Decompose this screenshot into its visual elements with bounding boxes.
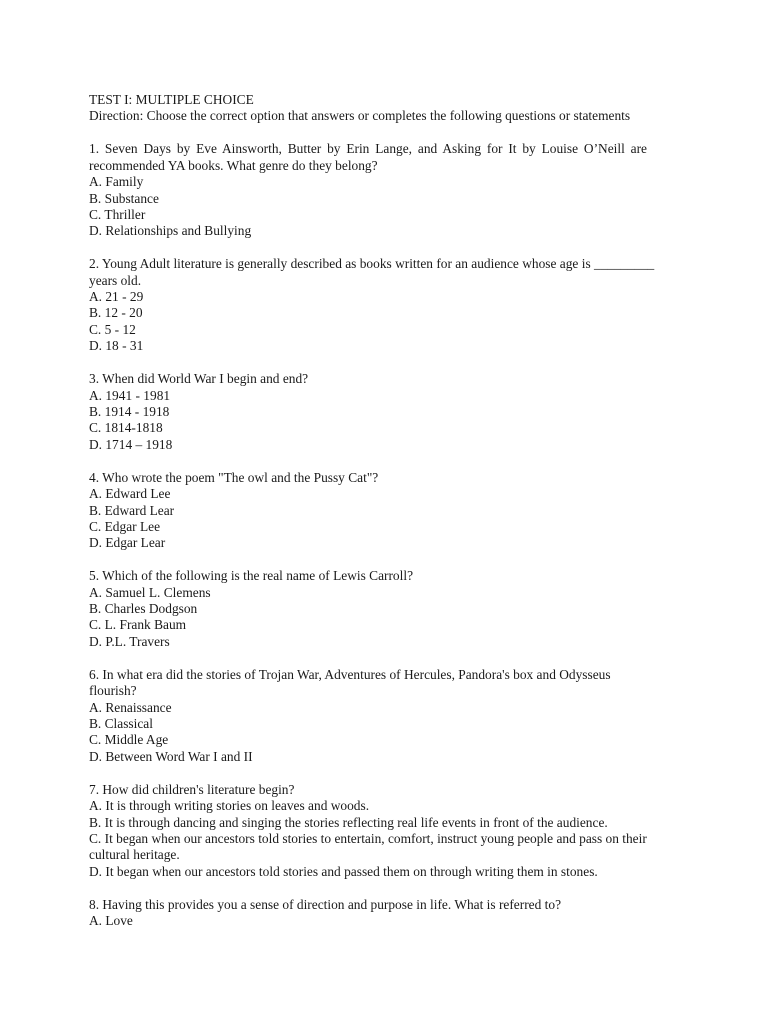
question-stem: 2. Young Adult literature is generally described as books written for an audience whose age is _________ years old. [89, 256, 655, 288]
question-1 [89, 141, 649, 239]
question-stem: 6. In what era did the stories of Trojan War, Adventures of Hercules, Pandora's box and Odysseus flourish? [89, 666, 611, 699]
option-b: B. 1914 - 1918 [89, 404, 170, 419]
question-6 [89, 667, 649, 765]
question-5 [89, 568, 649, 650]
question-stem: 8. Having this provides you a sense of direction and purpose in life. What is referred to? [89, 896, 562, 912]
option-d: D. Edgar Lear [89, 535, 166, 551]
test-page [89, 92, 655, 929]
question-2 [89, 256, 655, 354]
question-stem: 3. When did World War I begin and end? [89, 371, 309, 387]
option-a: A. Renaissance [89, 699, 172, 715]
option-a: A. Samuel L. Clemens [89, 584, 211, 600]
option-c: C. Middle Age [89, 732, 169, 748]
option-b: B. Classical [89, 716, 153, 731]
option-b: B. Substance [89, 190, 159, 206]
option-a: A. 21 - 29 [89, 289, 144, 305]
option-d: D. It began when our ancestors told stories and passed them on through writing them in stones. [89, 863, 598, 879]
option-c: C. Thriller [89, 206, 146, 222]
option-b: B. Charles Dodgson [89, 601, 198, 617]
option-a: A. 1941 - 1981 [89, 387, 171, 403]
option-b: B. 12 - 20 [89, 305, 143, 321]
option-d: D. P.L. Travers [89, 633, 170, 649]
option-d: D. Between Word War I and II [89, 748, 253, 764]
option-c: C. 5 - 12 [89, 321, 136, 337]
test-title: TEST I: MULTIPLE CHOICE [89, 92, 254, 107]
question-stem: 1. Seven Days by Eve Ainsworth, Butter by Erin Lange, and Asking for It by Louise O’Neill are recommended YA books. What genre do they belong? [89, 141, 647, 173]
option-b: B. Edward Lear [89, 502, 175, 518]
question-7 [89, 782, 649, 880]
option-c: C. L. Frank Baum [89, 617, 187, 633]
option-c: C. It began when our ancestors told stories to entertain, comfort, instruct young people and pass on their cultural heritage. [89, 830, 647, 863]
option-a: A. Edward Lee [89, 486, 171, 502]
question-stem: 4. Who wrote the poem "The owl and the Pussy Cat"? [89, 469, 379, 485]
option-a: A. It is through writing stories on leaves and woods. [89, 798, 370, 814]
option-d: D. 1714 – 1918 [89, 436, 173, 452]
question-stem: 7. How did children's literature begin? [89, 781, 295, 797]
option-c: C. Edgar Lee [89, 518, 161, 534]
option-b: B. It is through dancing and singing the stories reflecting real life events in front of the audience. [89, 814, 608, 830]
question-4 [89, 470, 649, 552]
option-d: D. Relationships and Bullying [89, 223, 252, 239]
question-8 [89, 897, 649, 930]
option-d: D. 18 - 31 [89, 338, 144, 354]
option-a: A. Family [89, 174, 144, 190]
option-a: A. Love [89, 913, 133, 929]
test-direction: Direction: Choose the correct option that answers or completes the following questions or statements [89, 108, 631, 124]
question-3 [89, 371, 649, 453]
option-c: C. 1814-1818 [89, 420, 163, 436]
question-stem: 5. Which of the following is the real name of Lewis Carroll? [89, 568, 414, 584]
